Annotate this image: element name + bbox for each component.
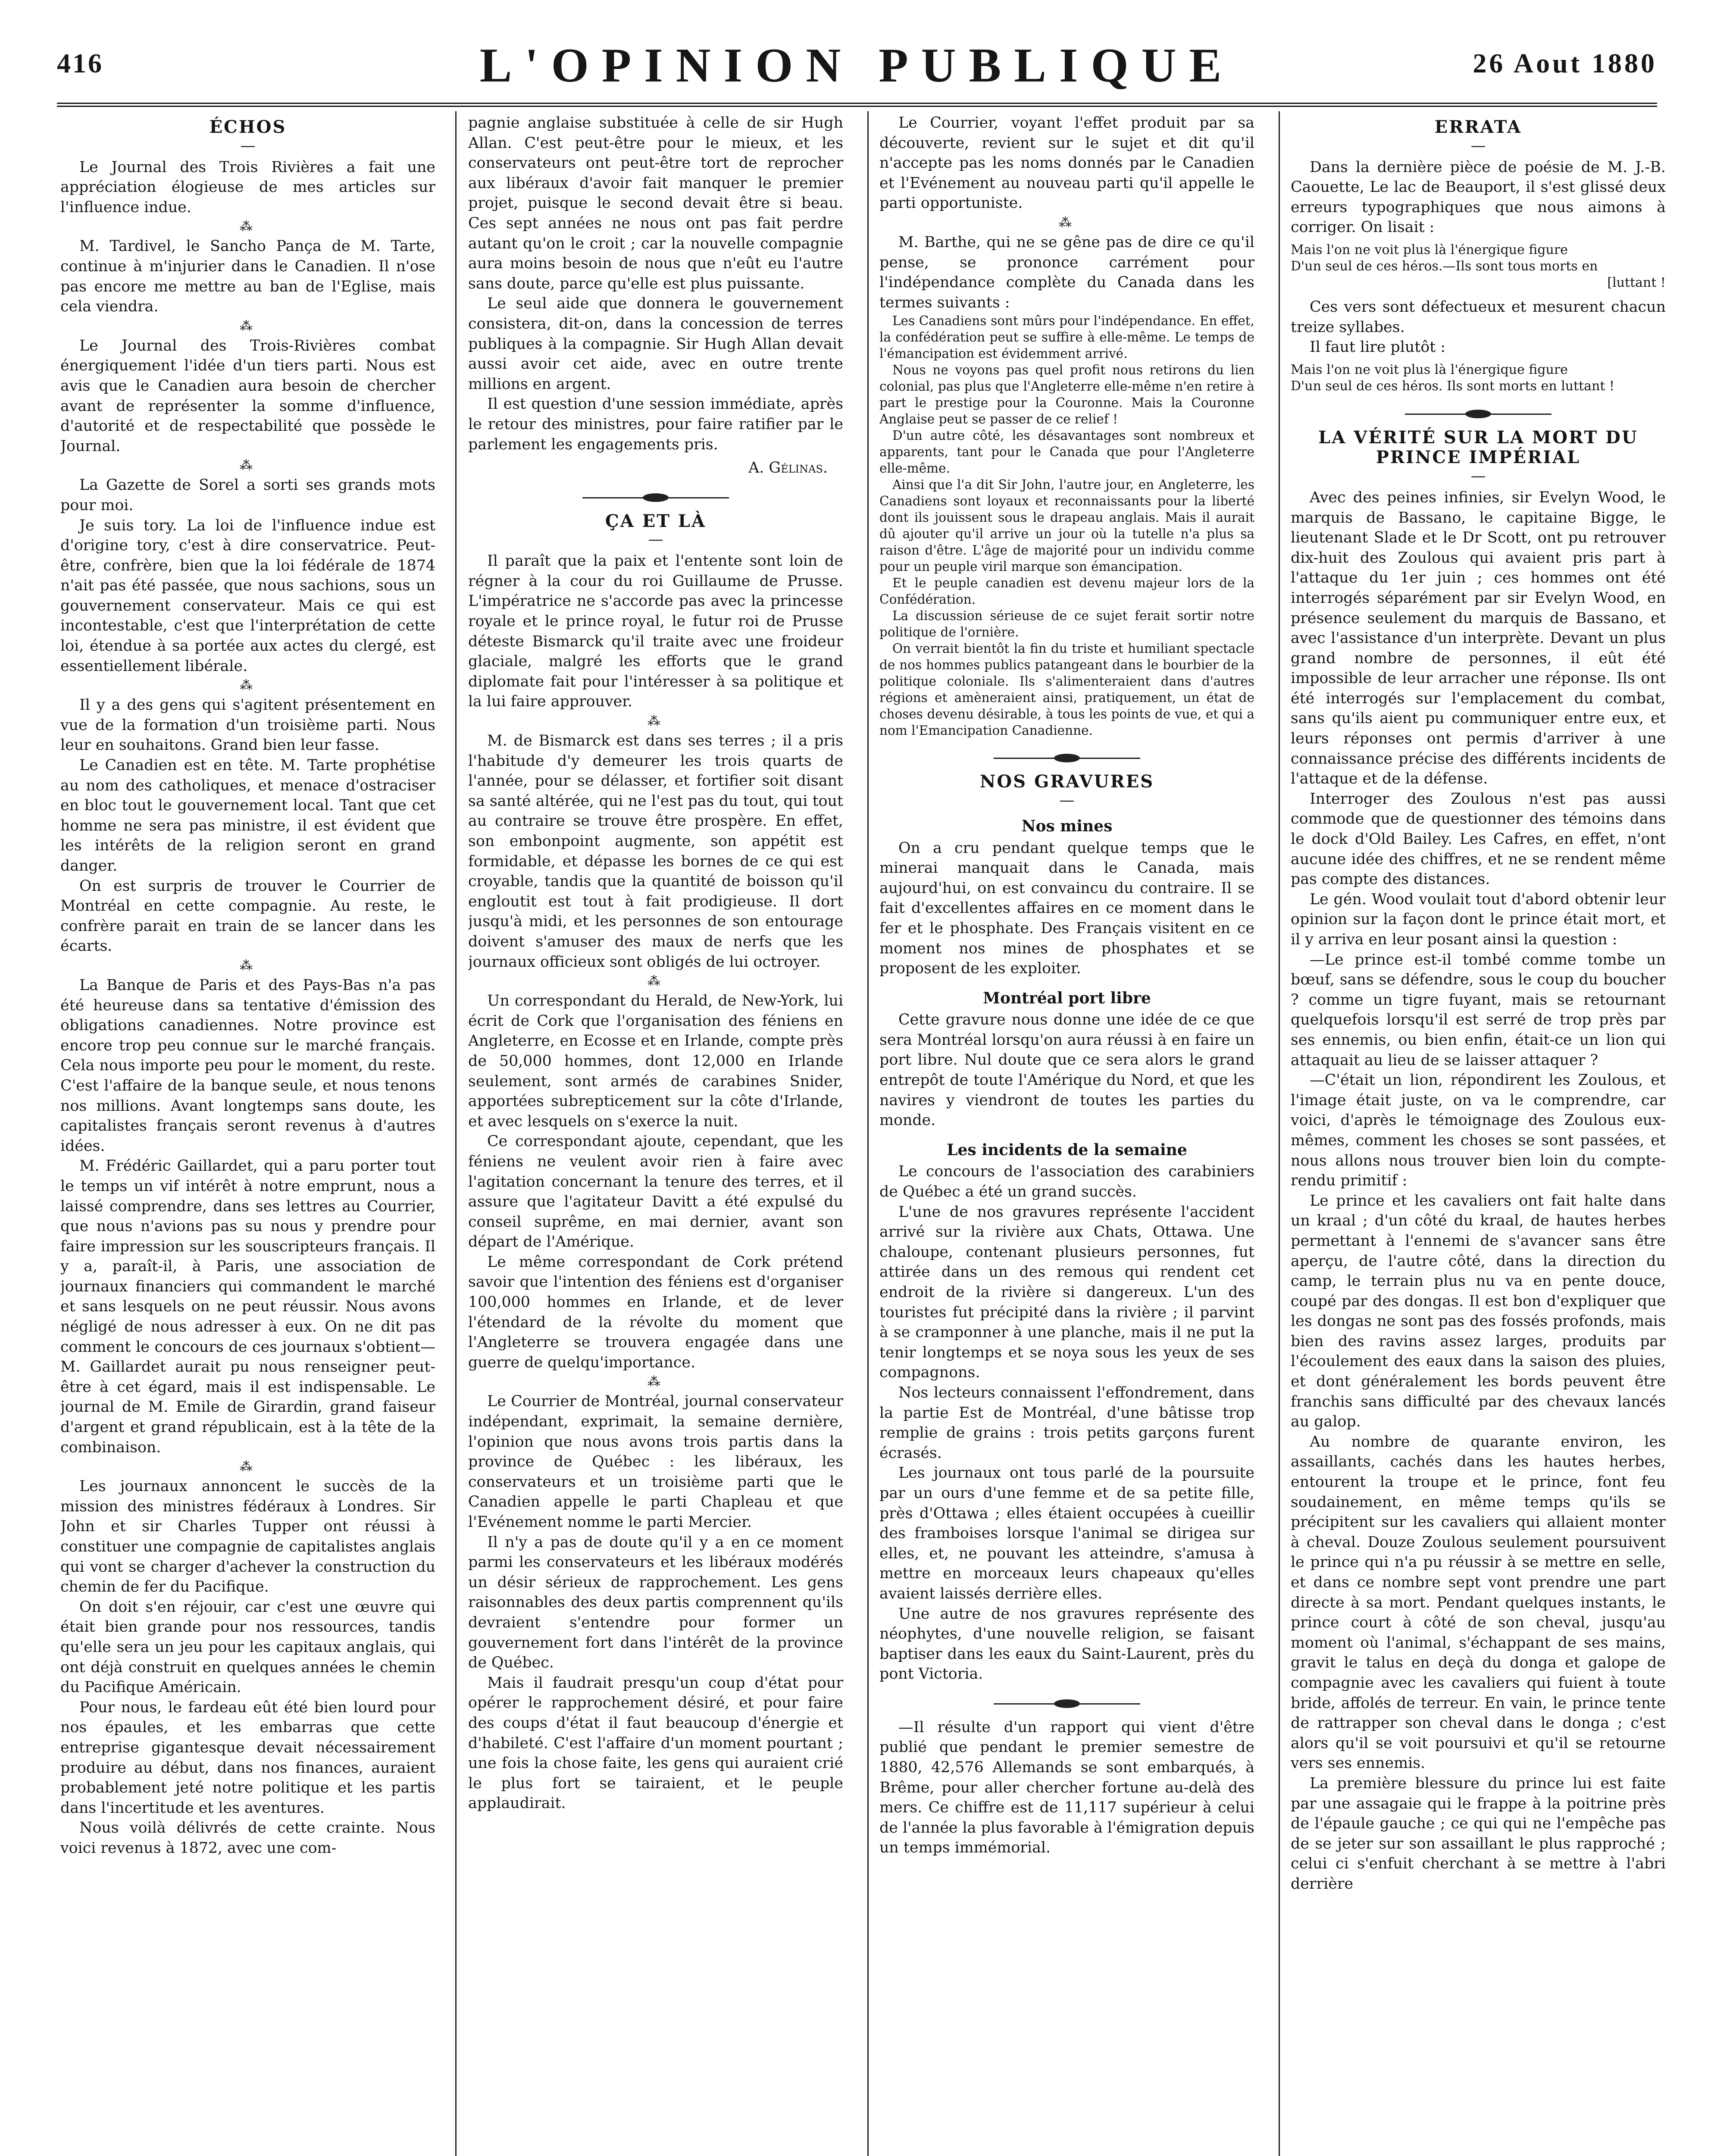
paragraph: Il y a des gens qui s'agitent présentement en vue de la formation d'un troisième parti. Nous leur en souhaitons. Grand bien leur fasse. [60,696,435,754]
title-dash: — [240,137,256,154]
verse-line: Mais l'on ne voit plus là l'énergique figure [1291,242,1568,257]
paragraph: Il paraît que la paix et l'entente sont loin de régner à la cour du roi Guillaume de Prusse. L'impératrice ne s'accorde pas avec la princesse royale et le prince royal, le futur roi de Prusse déteste Bismarck qu'il traite avec une froideur glaciale, malgré les efforts que le grand diplomate fait pour l'intéresser à sa politique et la lui faire approuver. [468,552,843,711]
paragraph: On doit s'en réjouir, car c'est une œuvre qui était bien grande pour nos ressources, tandis qu'elle sera un jeu pour les capitaux anglais, qui ont déjà construit en quelques années le chemin du Pacifique Américain. [60,1598,435,1696]
title-dash: — [1059,791,1075,809]
asterism: ⁂ [240,1459,256,1475]
paragraph: Le prince et les cavaliers ont fait halte dans un kraal ; d'un côté du kraal, de hautes herbes permettant à l'ennemi de s'avancer sans être aperçu, de l'autre côté, dans la direction du camp, le terrain plus nu va en pente douce, coupé par des dongas. Il est bon d'expliquer que les dongas ne sont pas des fossés profonds, mais bien des ravins assez larges, produits par l'écoulement des eaux dans la saison des pluies, et dont généralement les bords peuvent être franchis sans difficulté par des chevaux lancés au galop. [1291,1192,1666,1431]
paragraph: Dans la dernière pièce de poésie de M. J.-B. Caouette, Le lac de Beauport, il s'est glissé deux erreurs typographiques que nous aimons à corriger. On lisait : [1291,158,1666,236]
section-ornament [994,758,1140,759]
paragraph: On est surpris de trouver le Courrier de Montréal en cette compagnie. Au reste, le confrère parait en train de se lancer dans les écarts. [60,877,435,955]
section-title-nos-gravures: NOS GRAVURES [979,771,1154,792]
asterism: ⁂ [240,678,256,693]
paragraph: Le seul aide que donnera le gouvernement consistera, dit-on, dans la concession de terres publiques à la compagnie. Sir Hugh Allan devait aussi avoir cet aide, avec en outre trente millions en argent. [468,295,843,393]
quotation-block [879,313,1254,739]
column-4 [1291,113,1666,2156]
paragraph: Nous voilà délivrés de cette crainte. Nous voici revenus à 1872, avec une com- [60,1819,435,1857]
quote-paragraph: Ainsi que l'a dit Sir John, l'autre jour, en Angleterre, les Canadiens sont loyaux et reconnaissants pour la liberté dont ils jouissent sous le drapeau anglais. Mais il aurait dû ajouter qu'il arrive un jour où la tutelle n'a plus sa raison d'être. L'âge de majorité pour un individu comme pour un peuple viril marque son émancipation. [879,477,1254,574]
column-2 [468,113,843,2156]
paragraph: Le concours de l'association des carabiniers de Québec a été un grand succès. [879,1163,1254,1201]
verse-quote [1291,362,1666,395]
paragraph: M. Frédéric Gaillardet, qui a paru porter tout le temps un vif intérêt à notre emprunt, nous a laissé comprendre, dans ses lettres au Courrier, que nous n'avions pas su nous y prendre pour faire impression sur les souscripteurs français. Il y a, paraît-il, à Paris, une association de journaux financiers qui commandent le marché et sans lesquels on ne peut réussir. Nous avons négligé de nous adresser à eux. On ne dit pas comment le concours de ces journaux s'obtient—M. Gaillardet aurait pu nous renseigner peut-être à cet égard, mais il est indispensable. Le journal de M. Emile de Girardin, grand faiseur d'argent et grand républicain, est à la tête de la combinaison. [60,1157,435,1456]
asterism: ⁂ [647,1374,664,1390]
subheading: Montréal port libre [983,989,1151,1007]
section-ornament [1405,414,1551,415]
asterism: ⁂ [240,219,256,235]
asterism: ⁂ [1059,215,1075,230]
paragraph: Les journaux annoncent le succès de la mission des ministres fédéraux à Londres. Sir John et sir Charles Tupper ont réussi à constituer une compagnie de capitalistes anglais qui vont se charger d'achever la construction du chemin de fer du Pacifique. [60,1478,435,1596]
column-rule [455,111,457,2156]
asterism: ⁂ [240,958,256,973]
paragraph: Il n'y a pas de doute qu'il y a en ce moment parmi les conservateurs et les libéraux modérés un désir sérieux de rapprochement. Les gens raisonnables des deux partis comprennent qu'ils devraient s'entendre pour former un gouvernement fort dans l'intérêt de la province de Québec. [468,1533,843,1672]
section-ornament [582,497,729,498]
asterism: ⁂ [647,974,664,989]
paragraph: Je suis tory. La loi de l'influence indue est d'origine tory, c'est à dire conservatrice. Peut-être, confrère, bien que la loi fédérale de 1874 n'ait pas été passée, que nous sachions, sous un gouvernement conservateur. Mais ce qui est incontestable, c'est que l'interprétation de cette loi, étendue à sa portée aux actes du clergé, est essentiellement libérale. [60,517,435,675]
paragraph: Le Courrier, voyant l'effet produit par sa découverte, revient sur le sujet et dit qu'il n'accepte pas les noms donnés par le Canadien et l'Evénement au nouveau parti qu'il appelle le parti opportuniste. [879,114,1254,212]
subheading: Nos mines [1021,817,1113,835]
paragraph: La Banque de Paris et des Pays-Bas n'a pas été heureuse dans sa tentative d'émission des obligations canadiennes. Notre province est encore trop peu connue sur le marché français. Cela nous importe peu pour le moment, du reste. C'est l'affaire de la banque seule, et nous tenons nos millions. Avant longtemps sans doute, les capitalistes français seront revenus à d'autres idées. [60,976,435,1155]
paragraph: Le Journal des Trois Rivières a fait une appréciation élogieuse de mes articles sur l'influence indue. [60,158,435,216]
asterism: ⁂ [240,318,256,334]
paragraph: La première blessure du prince lui est faite par une assagaie qui le frappe à la poitrine près de l'épaule gauche ; ce qui qui ne l'empêche pas de se jeter sur son assaillant le plus rapproché ; celui ci s'enfuit cherchant à se mettre à l'abri derrière [1291,1774,1666,1893]
paragraph: Le gén. Wood voulait tout d'abord obtenir leur opinion sur la façon dont le prince était mort, et il y arriva en leur posant ainsi la question : [1291,890,1666,948]
section-ornament [994,1703,1140,1705]
paragraph: Au nombre de quarante environ, les assaillants, cachés dans les hautes herbes, entourent la troupe et le prince, font feu soudainement, en même temps qu'ils se précipitent sur les cavaliers qui allaient monter à cheval. Douze Zoulous seulement poursuivent le prince qui n'a pu réussir à se mettre en selle, et dans ce nombre sept vont prendre une part directe à sa mort. Pendant quelques instants, le prince court à côté de son cheval, jusqu'au moment où l'animal, s'échappant de ses mains, gravit le talus en deçà du donga et galope de compagnie avec les cavaliers qui fuient à toute bride, affolés de terreur. En vain, le prince tente de rattrapper son cheval dans le donga ; c'est alors qu'il se voit poursuivi et qu'il se retourne vers ses ennemis. [1291,1433,1666,1772]
page-header [57,38,1657,103]
paragraph: Ce correspondant ajoute, cependant, que les féniens ne veulent avoir rien à faire avec l'agitation concernant la tenure des terres, et il assure que l'agitateur Davitt a été expulsé du conseil suprême, en mai dernier, avant son départ de l'Amérique. [468,1133,843,1251]
paragraph: Le Canadien est en tête. M. Tarte prophétise au nom des catholiques, et menace d'ostraciser en bloc tout le gouvernement local. Tant que cet homme ne sera pas ministre, il est évident que les intérêts de la religion seront en grand danger. [60,757,435,874]
quote-paragraph: La discussion sérieuse de ce sujet ferait sortir notre politique de l'ornière. [879,608,1254,640]
title-dash: — [1470,467,1486,485]
paragraph: Une autre de nos gravures représente des néophytes, d'une nouvelle religion, se faisant baptiser dans les eaux du Saint-Laurent, près du pont Victoria. [879,1605,1254,1683]
paragraph: L'une de nos gravures représente l'accident arrivé sur la rivière aux Chats, Ottawa. Une chaloupe, contenant plusieurs personnes, fut attirée dans un des remous qui rendent cet endroit de la rivière si dangereux. L'un des touristes fut précipité dans la rivière ; il parvint à se cramponner à une planche, mais il ne put la tenir longtemps et se noya sous les yeux de ses compagnons. [879,1203,1254,1382]
paragraph: —Le prince est-il tombé comme tombe un bœuf, sans se défendre, sous le coup du boucher ? comme un tigre fuyant, mais se retournant quelquefois lorsqu'il est serré de trop près par ses ennemis, ou bien enfin, était-ce un lion qui attaquait au lieu de se laisser attaquer ? [1291,951,1666,1069]
quote-paragraph: Nous ne voyons pas quel profit nous retirons du lien colonial, pas plus que l'Angleterre elle-même n'en retire à part le prestige pour la Couronne. Mais la Couronne Anglaise peut se passer de ce relief ! [879,363,1254,427]
quote-paragraph: D'un autre côté, les désavantages sont nombreux et apparents, tant pour le Canada que pour l'Angleterre elle-même. [879,428,1254,476]
paragraph: Les journaux ont tous parlé de la poursuite par un ours d'une femme et de sa petite fille, près d'Ottawa ; elles étaient occupées à cueillir des framboises lorsque l'animal se dirigea sur elles, et, ne pouvant les atteindre, s'amusa à mettre en morceaux leurs chapeaux qu'elles avaient laissés derrière elles. [879,1464,1254,1602]
asterism: ⁂ [240,458,256,473]
section-title-errata: ERRATA [1434,117,1522,137]
column-3 [879,113,1254,2156]
paragraph: M. de Bismarck est dans ses terres ; il a pris l'habitude d'y demeurer les trois quarts de l'année, pour se délasser, et fortifier soit disant sa santé altérée, qui ne l'est pas du tout, qui tout au contraire se trouve être prospère. En effet, son embonpoint augmente, son appétit est formidable, et dépasse les bornes de ce qui est croyable, tandis que la quantité de boisson qu'il engloutit est tout à fait prodigieuse. Il dort jusqu'à midi, et les personnes de son entourage doivent s'amuser des maux de nerfs que les journaux officieux sont obligés de lui octroyer. [468,732,843,971]
paragraph: Le Journal des Trois-Rivières combat énergiquement l'idée d'un tiers parti. Nous est avis que le Canadien aura besoin de chercher avant de représenter la somme d'influence, d'autorité et de respectabilité que possède le Journal. [60,337,435,455]
section-title-prince-imperial: LA VÉRITÉ SUR LA MORT DU PRINCE IMPÉRIAL [1318,427,1638,468]
paragraph: La Gazette de Sorel a sorti ses grands mots pour moi. [60,476,435,514]
signature: A. Gélinas. [748,459,828,477]
quote-paragraph: On verrait bientôt la fin du triste et humiliant spectacle de nos hommes publics patangeant dans le bourbier de la politique coloniale. Ils s'alimenteraient dans d'autres régions et amèneraient ainsi, pratiquement, un état de choses devenu désirable, à tous les points de vue, et qui a nom l'Emancipation Canadienne. [879,641,1254,738]
paragraph: Il est question d'une session immédiate, après le retour des ministres, pour faire ratifier par le parlement les engagements pris. [468,395,843,453]
paragraph: Le même correspondant de Cork prétend savoir que l'intention des féniens est d'organiser 100,000 hommes en Irlande, et de lever l'étendard de la révolte du moment que l'Angleterre se trouvera engagée dans une guerre de quelqu'importance. [468,1253,843,1371]
paragraph: Le Courrier de Montréal, journal conservateur indépendant, exprimait, la semaine dernière, l'opinion que nous avons trois partis dans la province de Québec : les libéraux, les conservateurs et un troisième parti que le Canadien appelle le parti Chapleau et que l'Evénement nomme le parti Mercier. [468,1393,843,1531]
paragraph: Un correspondant du Herald, de New-York, lui écrit de Cork que l'organisation des féniens en Angleterre, en Ecosse et en Irlande, compte près de 50,000 hommes, dont 12,000 en Irlande seulement, sont armés de carabines Snider, apportées subrepticement sur la côte d'Irlande, et avec lesquels on s'exerce la nuit. [468,992,843,1130]
paragraph: Il faut lire plutôt : [1310,338,1446,356]
title-dash: — [1470,137,1486,154]
section-title-echos: ÉCHOS [209,117,287,137]
issue-date: 26 Aout 1880 [1473,48,1657,78]
column-rule [867,111,869,2156]
section-title-ca-et-la: ÇA ET LÀ [605,511,707,531]
verse-line: [luttant ! [1607,275,1666,290]
paragraph: On a cru pendant quelque temps que le minerai manquait dans le Canada, mais aujourd'hui, on est convaincu du contraire. Il se fait d'excellentes affaires en ce moment dans le fer et le phosphate. Des Français visitent en ce moment nos mines de phosphates et se proposent de les exploiter. [879,839,1254,978]
page-number: 416 [57,48,103,78]
paragraph: Nos lecteurs connaissent l'effondrement, dans la partie Est de Montréal, d'une bâtisse trop remplie de grains : trois petits garçons furent écrasés. [879,1384,1254,1462]
quote-paragraph: Et le peuple canadien est devenu majeur lors de la Confédération. [879,576,1254,607]
column-rule [1279,111,1280,2156]
verse-line: D'un seul de ces héros.—Ils sont tous morts en [1291,258,1598,274]
verse-line: Mais l'on ne voit plus là l'énergique figure [1291,362,1568,377]
paragraph: M. Barthe, qui ne se gêne pas de dire ce qu'il pense, se prononce carrément pour l'indépendance complète du Canada dans les termes suivants : [879,233,1254,311]
column-1 [60,113,435,2156]
paragraph: Mais il faudrait presqu'un coup d'état pour opérer le rapprochement désiré, et pour faire des coups d'état il faut beaucoup d'énergie et d'habileté. C'est l'affaire d'un moment pourtant ; une fois la chose faite, les gens qui auraient crié le plus fort se tairaient, et le peuple applaudirait. [468,1674,843,1812]
paragraph: pagnie anglaise substituée à celle de sir Hugh Allan. C'est peut-être pour le mieux, et les conservateurs ont peut-être tort de reprocher aux libéraux d'avoir fait manquer le premier projet, puisque le second devait être si beau. Ces sept années ne nous ont pas fait perdre autant qu'on le croit ; car la nouvelle compagnie aura moins besoin de nous que n'eût eu l'autre sans doute, parce qu'elle est plus puissante. [468,114,843,292]
paragraph: —Il résulte d'un rapport qui vient d'être publié que pendant le premier semestre de 1880, 42,576 Allemands se sont embarqués, à Brême, pour aller chercher fortune au-delà des mers. Ce chiffre est de 11,117 supérieur à celui de l'année la plus favorable à l'émigration depuis un temps immémorial. [879,1718,1254,1857]
subheading: Les incidents de la semaine [947,1141,1187,1159]
paragraph: Interroger des Zoulous n'est pas aussi commode que de questionner des témoins dans le dock d'Old Bailey. Les Cafres, en effet, n'ont aucune idée des chiffres, et ne se rendent même pas compte des distances. [1291,790,1666,888]
verse-line: D'un seul de ces héros. Ils sont morts en luttant ! [1291,378,1615,394]
header-rule [57,103,1657,107]
paragraph: Cette gravure nous donne une idée de ce que sera Montréal lorsqu'on aura réussi à en faire un port libre. Nul doute que ce sera alors le grand entrepôt de toute l'Amérique du Nord, et que les navires y viendront de toutes les parties du monde. [879,1011,1254,1129]
paragraph: M. Tardivel, le Sancho Pança de M. Tarte, continue à m'injurier dans le Canadien. Il n'ose pas encore me mettre au ban de l'Eglise, mais cela viendra. [60,238,435,316]
paragraph: —C'était un lion, répondirent les Zoulous, et l'image était juste, on va le comprendre, car voici, d'après le témoignage des Zoulous eux-mêmes, comment les choses se sont passées, et nous allons nous trouver bien loin du compte-rendu primitif : [1291,1072,1666,1190]
paragraph: Ces vers sont défectueux et mesurent chacun treize syllabes. [1291,298,1666,336]
verse-quote [1291,242,1666,291]
title-dash: — [648,531,663,548]
paragraph: Avec des peines infinies, sir Evelyn Wood, le marquis de Bassano, le capitaine Bigge, le lieutenant Slade et le Dr Scott, ont pu retrouver dix-huit des Zoulous qui avaient pris part à l'attaque du 1er juin ; ces hommes ont été interrogés séparément par sir Evelyn Wood, en présence seulement du marquis de Bassano, et avec l'assistance d'un interprète. Devant un plus grand nombre de personnes, il eût été impossible de leur arracher une réponse. Ils ont été interrogés sur l'emplacement du combat, sans qu'ils aient pu communiquer entre eux, et leurs réponses ont permis d'arriver à une connaissance précise des différents incidents de l'attaque et de la défense. [1291,489,1666,788]
asterism: ⁂ [647,714,664,729]
masthead: L'OPINION PUBLIQUE [479,39,1235,92]
quote-paragraph: Les Canadiens sont mûrs pour l'indépendance. En effet, la confédération peut se suffire à elle-même. Le temps de l'émancipation est évidemment arrivé. [879,313,1254,361]
paragraph: Pour nous, le fardeau eût été bien lourd pour nos épaules, et les embarras que cette entreprise gigantesque devait nécessairement produire au début, dans nos finances, auraient probablement jeté notre politique et les partis dans l'incertitude et les aventures. [60,1698,435,1817]
